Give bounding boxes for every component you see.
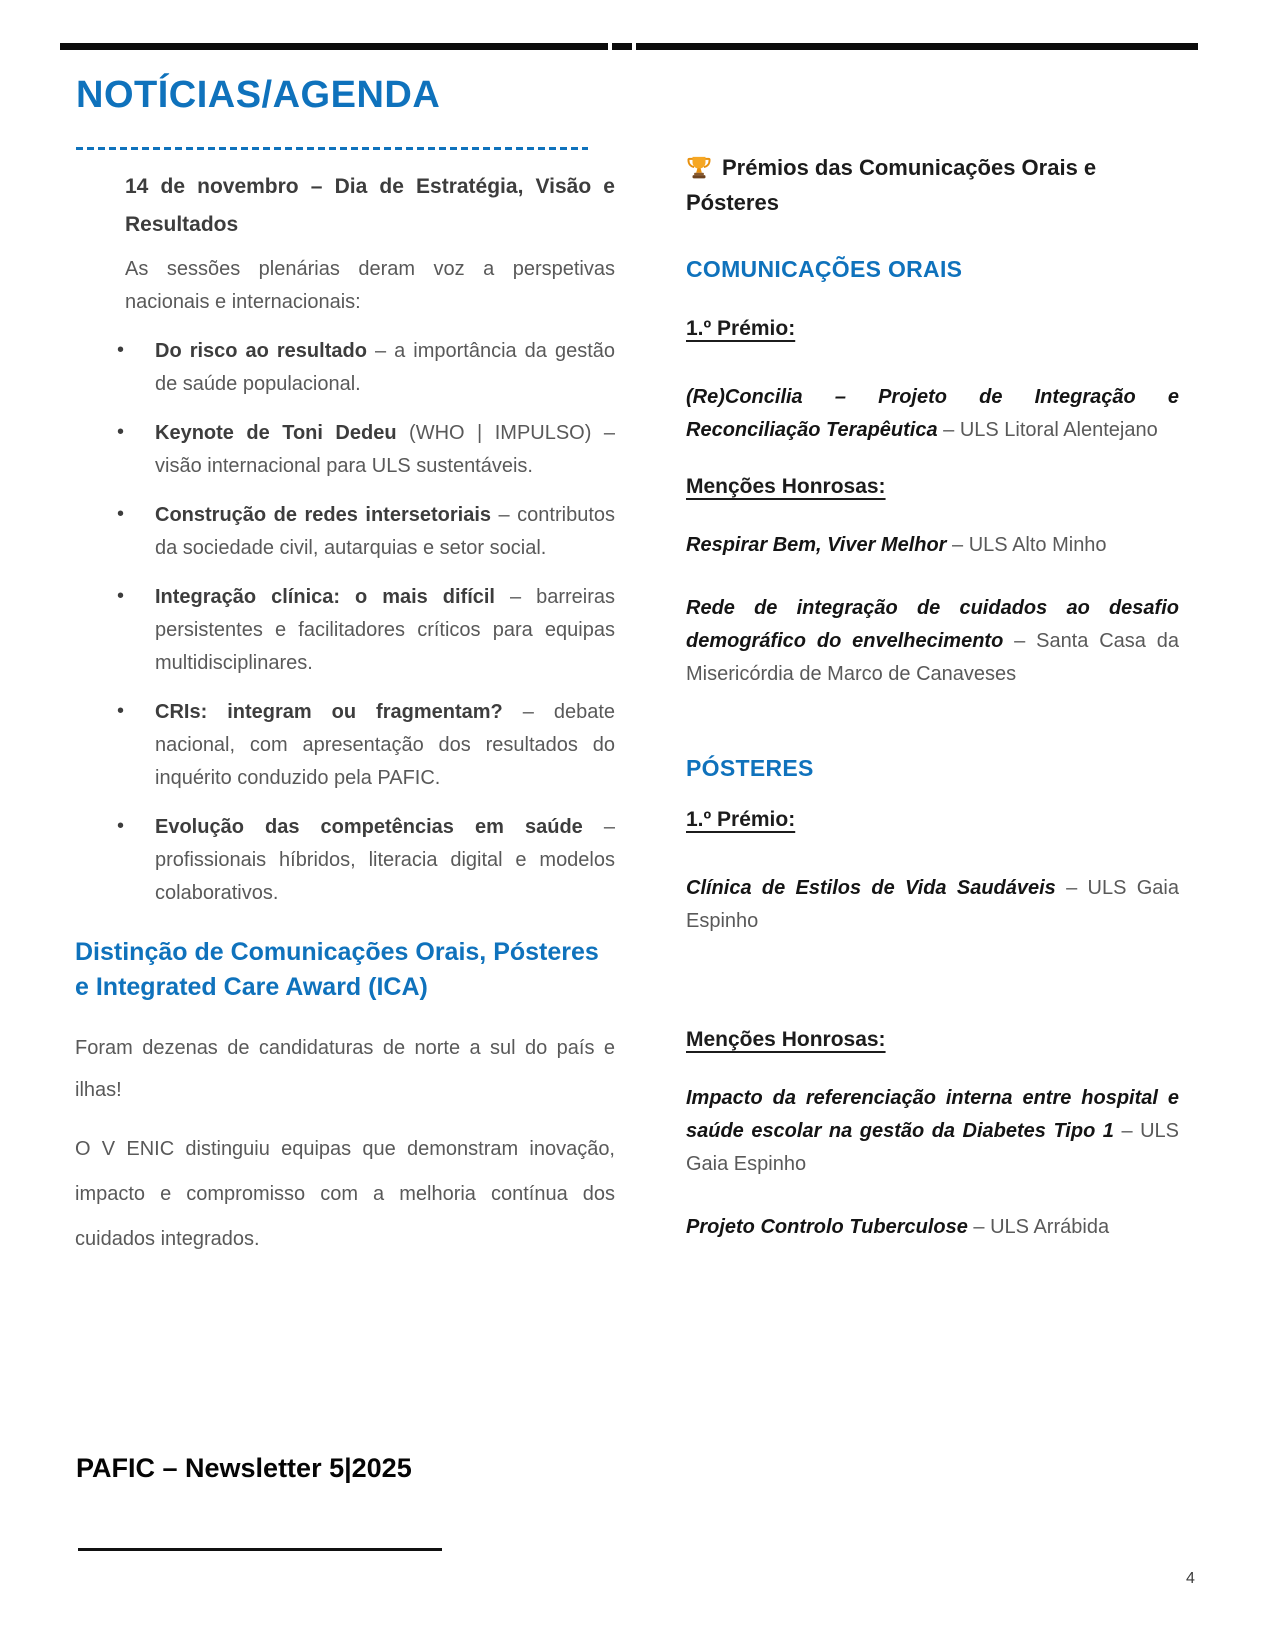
list-item bbox=[75, 499, 615, 565]
award-title: (Re)Concilia – Projeto de Integração e Reconciliação Terapêutica bbox=[686, 386, 1179, 441]
top-rule bbox=[60, 43, 1198, 50]
award-entry bbox=[686, 1082, 1179, 1181]
first-prize-label-text: 1.º Prémio: bbox=[686, 808, 796, 831]
first-prize-label bbox=[686, 808, 1179, 832]
award-entry bbox=[686, 1211, 1179, 1244]
section-title-oral: COMUNICAÇÕES ORAIS bbox=[686, 256, 963, 282]
bullet-rest-text: – debate nacional, com apresentação dos resultados do inquérito conduzido pela PAFIC. bbox=[155, 701, 615, 789]
bullet-bold-text: Do risco ao resultado bbox=[155, 340, 367, 362]
trophy-icon bbox=[686, 154, 712, 180]
award-org: – ULS Alto Minho bbox=[946, 534, 1107, 556]
page-number: 4 bbox=[1186, 1570, 1195, 1587]
list-item bbox=[75, 581, 615, 680]
bullet-rest-text: (WHO | IMPULSO) – visão internacional para ULS sustentáveis. bbox=[155, 422, 616, 477]
bullet-bold-text: Keynote de Toni Dedeu bbox=[155, 422, 397, 444]
award-title: Clínica de Estilos de Vida Saudáveis bbox=[686, 877, 1056, 899]
awards-heading-text: Prémios das Comunicações Orais e Pósteres bbox=[686, 155, 1097, 215]
award-org: – ULS Arrábida bbox=[967, 1216, 1110, 1238]
list-item bbox=[75, 335, 615, 401]
bullet-icon: • bbox=[117, 339, 125, 361]
award-title: Respirar Bem, Viver Melhor bbox=[686, 534, 947, 556]
list-item bbox=[75, 417, 615, 483]
mentions-label-text: Menções Honrosas: bbox=[686, 475, 886, 498]
top-rule-gap bbox=[608, 43, 612, 50]
bullet-bold-text: Integração clínica: o mais difícil bbox=[155, 586, 495, 608]
bullet-icon: • bbox=[117, 503, 125, 525]
award-org: – ULS Gaia Espinho bbox=[686, 877, 1179, 932]
bullet-icon: • bbox=[117, 700, 125, 722]
paragraph: O V ENIC distinguiu equipas que demonstram inovação, impacto e compromisso com a melhoria contínua dos cuidados integrados. bbox=[75, 1138, 615, 1250]
award-entry bbox=[686, 381, 1179, 447]
first-prize-label-text: 1.º Prémio: bbox=[686, 317, 796, 340]
bullet-icon: • bbox=[117, 421, 125, 443]
right-column bbox=[686, 150, 1179, 1244]
bullet-rest-text: – barreiras persistentes e facilitadores críticos para equipas multidisciplinares. bbox=[155, 586, 615, 674]
award-org: – Santa Casa da Misericórdia de Marco de Canaveses bbox=[686, 630, 1179, 685]
footer-rule bbox=[78, 1548, 442, 1551]
dashed-divider bbox=[76, 147, 588, 150]
award-org: – ULS Litoral Alentejano bbox=[937, 419, 1158, 441]
page-title: NOTÍCIAS/AGENDA bbox=[76, 74, 441, 116]
award-title: Rede de integração de cuidados ao desafio demográfico do envelhecimento bbox=[686, 597, 1179, 652]
bullet-rest-text: – profissionais híbridos, literacia digital e modelos colaborativos. bbox=[155, 816, 615, 904]
footer-newsletter-title: PAFIC – Newsletter 5|2025 bbox=[76, 1453, 412, 1483]
event-heading: 14 de novembro – Dia de Estratégia, Visão e Resultados bbox=[125, 175, 615, 236]
top-rule-gap bbox=[632, 43, 636, 50]
list-item bbox=[75, 811, 615, 910]
award-title: Impacto da referenciação interna entre hospital e saúde escolar na gestão da Diabetes Tipo 1 bbox=[686, 1087, 1179, 1142]
awards-heading bbox=[686, 150, 1179, 220]
award-entry bbox=[686, 592, 1179, 691]
section-title-posters: PÓSTERES bbox=[686, 755, 814, 781]
distinction-heading: Distinção de Comunicações Orais, Pósteres e Integrated Care Award (ICA) bbox=[75, 938, 599, 1001]
award-org: – ULS Gaia Espinho bbox=[686, 1120, 1179, 1175]
bullet-icon: • bbox=[117, 815, 125, 837]
mentions-label-text: Menções Honrosas: bbox=[686, 1028, 886, 1051]
paragraph: Foram dezenas de candidaturas de norte a sul do país e ilhas! bbox=[75, 1037, 615, 1101]
bullet-bold-text: CRIs: integram ou fragmentam? bbox=[155, 701, 503, 723]
left-column bbox=[75, 168, 615, 1262]
mentions-label bbox=[686, 475, 1179, 499]
bullet-bold-text: Construção de redes intersetoriais bbox=[155, 504, 491, 526]
intro-paragraph: As sessões plenárias deram voz a perspetivas nacionais e internacionais: bbox=[125, 258, 615, 313]
bullet-rest-text: – contributos da sociedade civil, autarquias e setor social. bbox=[155, 504, 615, 559]
mentions-label bbox=[686, 1028, 1179, 1052]
bullet-bold-text: Evolução das competências em saúde bbox=[155, 816, 583, 838]
award-entry bbox=[686, 872, 1179, 938]
bullet-icon: • bbox=[117, 585, 125, 607]
bullet-rest-text: – a importância da gestão de saúde populacional. bbox=[155, 340, 615, 395]
list-item bbox=[75, 696, 615, 795]
award-title: Projeto Controlo Tuberculose bbox=[686, 1216, 968, 1238]
first-prize-label bbox=[686, 317, 1179, 341]
award-entry bbox=[686, 529, 1179, 562]
